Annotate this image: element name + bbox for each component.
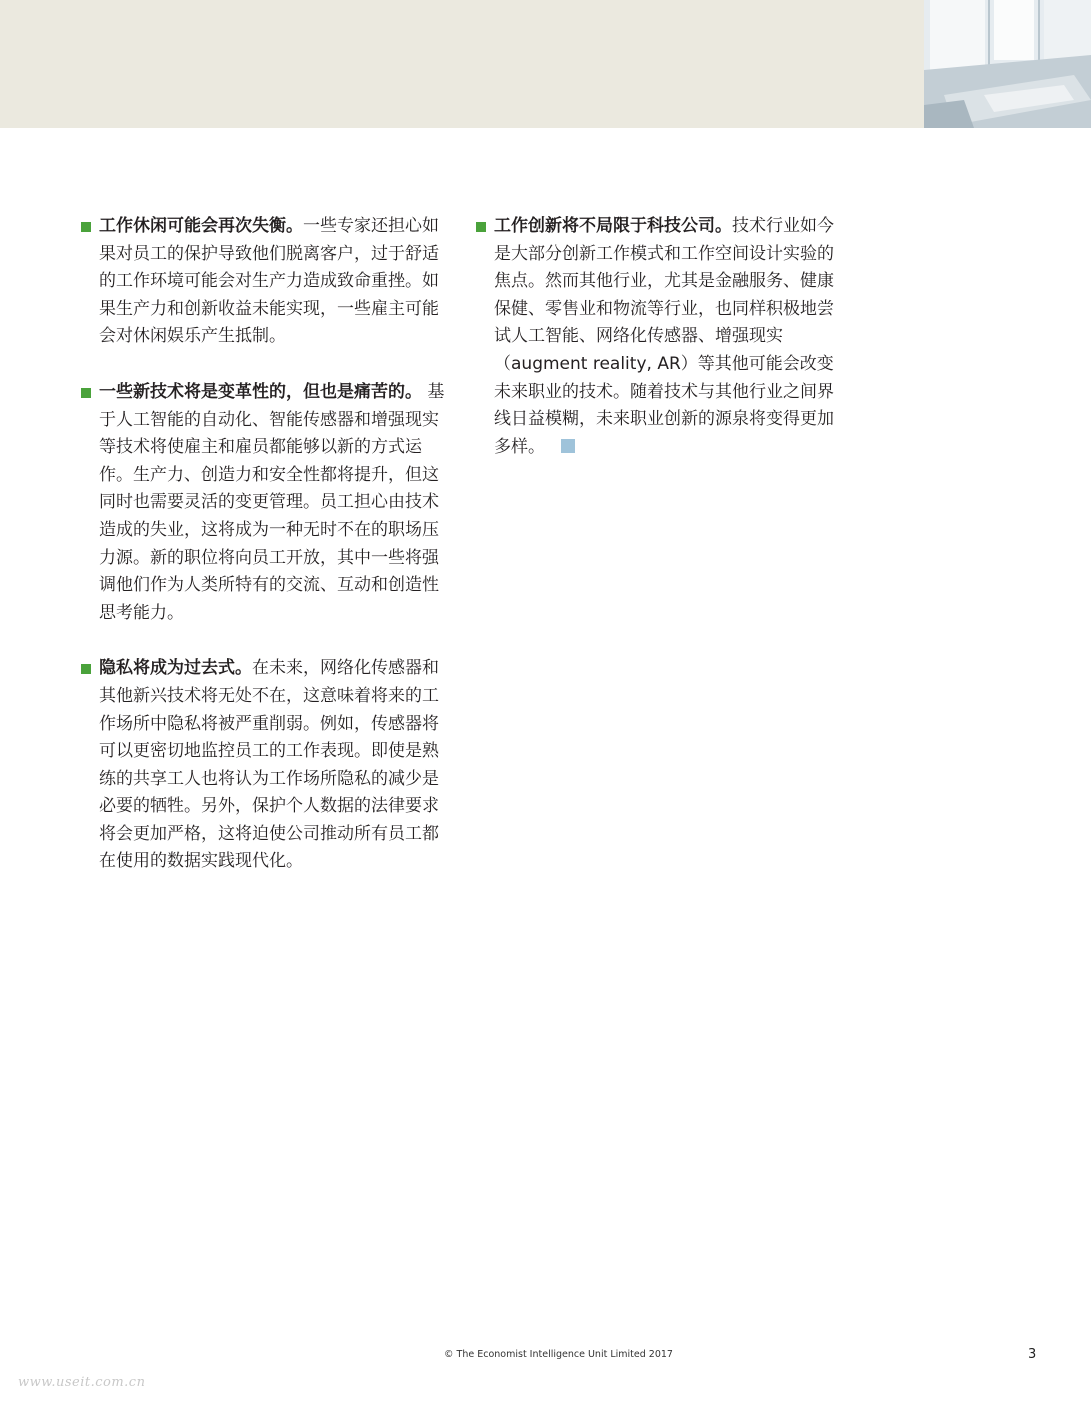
bullet-lead: 工作创新将不局限于科技公司。 bbox=[494, 216, 732, 236]
header-office-photo bbox=[924, 0, 1091, 128]
bullet-lead: 一些新技术将是变革性的，但也是痛苦的。 bbox=[99, 381, 422, 402]
bullet-item bbox=[78, 655, 450, 876]
watermark: www.useit.com.cn bbox=[18, 1375, 146, 1390]
header-band bbox=[0, 0, 924, 128]
bullet-text: 在未来，网络化传感器和其他新兴技术将无处不在，这意味着将来的工作场所中隐私将被严重削弱。例如，传感器将可以更密切地监控员工的工作表现。即使是熟练的共享工人也将认为工作场所隐私的减少是必要的牺牲。另外，保护个人数据的法律要求将会更加严格，这将迫使公司推动所有员工都在使用的数据实践现代化。 bbox=[99, 658, 439, 872]
left-column bbox=[78, 213, 450, 876]
green-square-bullet-icon bbox=[81, 388, 91, 398]
footer-copyright: © The Economist Intelligence Unit Limited 2017 bbox=[444, 1349, 673, 1360]
bullet-lead: 隐私将成为过去式。 bbox=[99, 658, 252, 679]
page-number: 3 bbox=[1028, 1347, 1037, 1362]
green-square-bullet-icon bbox=[81, 664, 91, 674]
green-square-bullet-icon bbox=[81, 222, 91, 232]
bullet-item bbox=[78, 213, 450, 351]
bullet-lead: 工作休闲可能会再次失衡。 bbox=[99, 216, 303, 236]
bullet-text: 一些专家还担心如果对员工的保护导致他们脱离客户，过于舒适的工作环境可能会对生产力造成致命重挫。如果生产力和创新收益未能实现，一些雇主可能会对休闲娱乐产生抵制。 bbox=[99, 216, 439, 347]
right-column bbox=[473, 213, 845, 461]
bullet-text: 基于人工智能的自动化、智能传感器和增强现实等技术将使雇主和雇员都能够以新的方式运作。生产力、创造力和安全性都将提升，但这同时也需要灵活的变更管理。员工担心由技术造成的失业，这将成为一种无时不在的职场压力源。新的职位将向员工开放，其中一些将强调他们作为人类所特有的交流、互动和创造性思考能力。 bbox=[99, 381, 445, 623]
bullet-item bbox=[78, 379, 450, 627]
bullet-item bbox=[473, 213, 845, 461]
end-of-article-square-icon bbox=[561, 439, 575, 453]
bullet-text: 技术行业如今是大部分创新工作模式和工作空间设计实验的焦点。然而其他行业，尤其是金融服务、健康保健、零售业和物流等行业，也同样积极地尝试人工智能、网络化传感器、增强现实（augment reality, AR）等其他可能会改变未来职业的技术。随着技术与其他行业之间界线日益模糊，未来职业创新的源泉将变得更加多样。 bbox=[494, 216, 834, 457]
green-square-bullet-icon bbox=[476, 222, 486, 232]
